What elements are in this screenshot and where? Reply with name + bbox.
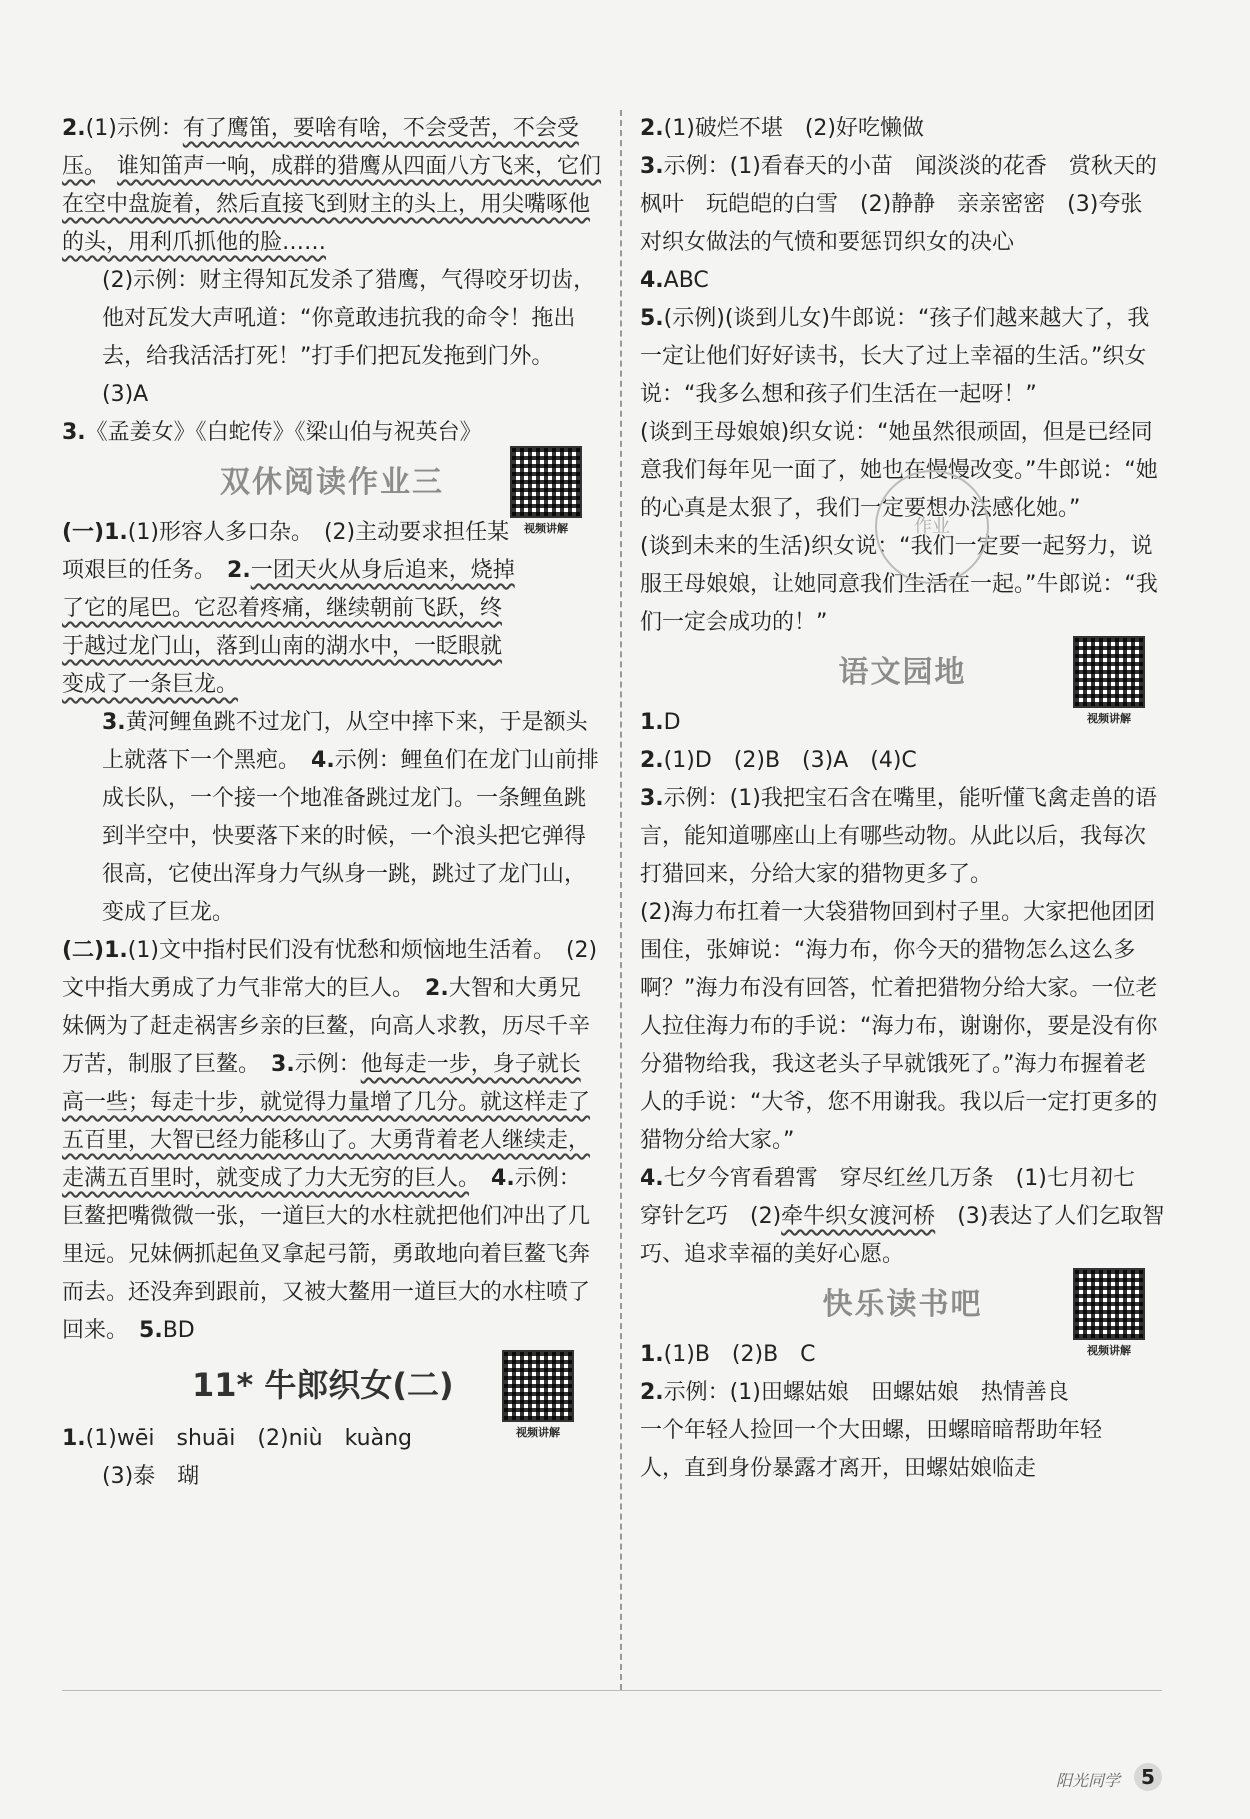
answer-2: 2.(1)示例：有了鹰笛，要啥有啥，不会受苦，不会受压。 谁知笛声一响，成群的猎鹰从四面八方飞来，它们在空中盘旋着，然后直接飞到财主的头上，用尖嘴啄他的头，用利爪抓他的脸……: [62, 116, 602, 255]
reading-part-1b: 3.黄河鲤鱼跳不过龙门，从空中摔下来，于是额头上就落下一个黑疤。 4.示例：鲤鱼们在龙门山前排成长队，一个接一个地准备跳过龙门。一条鲤鱼跳到半空中，快要落下来的时候，一个浪头把它弹得很高，它使出浑身力气纵身一跳，跳过了龙门山，变成了巨龙。: [102, 710, 599, 925]
answer-2-part2: (2)示例：财主得知瓦发杀了猎鹰，气得咬牙切齿，他对瓦发大声吼道：“你竟敢违抗我的命令！拖出去，给我活活打死！”打手们把瓦发拖到门外。 (3)A: [102, 268, 596, 407]
garden-3-b: (2)海力布扛着一大袋猎物回到村子里。大家把他团团围住，张婶说：“海力布，你今天的猎物怎么这么多啊？”海力布没有回答，忙着把猎物分给大家。一位老人拉住海力布的手说：“海力布，谢谢你，要是没有你分猎物给我，我这老头子早就饿死了。”海力布握着老人的手说：“大爷，您不用谢我。我以后一定打更多的猎物分给大家。”: [640, 900, 1158, 1153]
right-column: [640, 110, 1165, 1488]
video-qr-code[interactable]: 视频讲解: [1073, 1268, 1145, 1358]
answer-r5-c: (谈到未来的生活)织女说：“我们一定要一起努力，说服王母娘娘，让她同意我们生活在一起。”牛郎说：“我们一定会成功的！”: [640, 534, 1158, 635]
pinyin-answer: 1.(1)wēi shuāi (2)niù kuàng: [62, 1426, 412, 1451]
qr-icon: [1073, 636, 1145, 708]
brand-logo: 阳光同学: [1055, 1771, 1120, 1790]
reading-part-1: (一)1.(1)形容人多口杂。 (2)主动要求担任某项艰巨的任务。 2.一团天火从身后追来，烧掉了它的尾巴。它忍着疼痛，继续朝前飞跃，终于越过龙门山，落到山南的湖水中，一眨眼就变成了一条巨龙。: [62, 520, 515, 697]
garden-1: 1.D: [640, 710, 681, 735]
video-qr-code[interactable]: 视频讲解: [510, 446, 582, 536]
video-qr-code[interactable]: 视频讲解: [1073, 636, 1145, 726]
footer-line: [62, 1690, 1162, 1691]
qr-icon: [510, 446, 582, 518]
section-header: [62, 452, 602, 535]
section-title: 双休阅读作业三: [220, 465, 444, 500]
answer-r4: 4.ABC: [640, 268, 709, 293]
answer-3: 3.《孟姜女》《白蛇传》《梁山伯与祝英台》: [62, 420, 482, 445]
reading-club-1: 1.(1)B (2)B C: [640, 1342, 816, 1367]
reading-part-2: (二)1.(1)文中指村民们没有忧愁和烦恼地生活着。 (2)文中指大勇成了力气非常大的巨人。 2.大智和大勇兄妹俩为了赶走祸害乡亲的巨鳌，向高人求教，历尽千辛万苦，制服了巨鳌。 3.示例：他每走一步，身子就长高一些；每走十步，就觉得力量增了几分。就这样走了五百里，大智已经力能移山了。大勇背着老人继续走，走满五百里时，就变成了力大无穷的巨人。 4.示例：巨鳌把嘴微微一张，一道巨大的水柱就把他们冲出了几里远。兄妹俩抓起鱼叉拿起弓箭，勇敢地向着巨鳌飞奔而去。还没奔到跟前，又被大鳌用一道巨大的水柱喷了回来。 5.BD: [62, 938, 598, 1343]
answer-r3: 3.示例：(1)看春天的小苗 闻淡淡的花香 赏秋天的枫叶 玩皑皑的白雪 (2)静静 亲亲密密 (3)夸张 对织女做法的气愤和要惩罚织女的决心: [640, 154, 1165, 255]
qr-icon: [502, 1350, 574, 1422]
garden-3: 3.示例：(1)我把宝石含在嘴里，能听懂飞禽走兽的语言，能知道哪座山上有哪些动物。从此以后，我每次打猎回来，分给大家的猎物更多了。: [640, 786, 1157, 887]
section-title: 快乐读书吧: [822, 1287, 983, 1322]
answer-r5-b: (谈到王母娘娘)织女说：“她虽然很顽固，但是已经同意我们每年见一面了，她也在慢慢改变。”牛郎说：“她的心真是太狠了，我们一定要想办法感化她。”: [640, 420, 1158, 521]
section-title: 语文园地: [838, 655, 967, 690]
answer-r2: 2.(1)破烂不堪 (2)好吃懒做: [640, 116, 924, 141]
column-divider: [620, 110, 622, 1690]
video-qr-code[interactable]: 视频讲解: [502, 1350, 574, 1440]
page-number: 5: [1134, 1763, 1162, 1791]
pinyin-answer-3: (3)泰 瑚: [102, 1464, 200, 1489]
reading-club-2: 2.示例：(1)田螺姑娘 田螺姑娘 热情善良 一个年轻人捡回一个大田螺，田螺暗暗帮助年轻人，直到身份暴露才离开，田螺姑娘临走: [640, 1380, 1103, 1481]
qr-icon: [1073, 1268, 1145, 1340]
watermark-stamp: 作业: [875, 470, 989, 584]
garden-4: 4.七夕今宵看碧霄 穿尽红丝几万条 (1)七月初七 穿针乞巧 (2)牵牛织女渡河桥 (3)表达了人们乞取智巧、追求幸福的美好心愿。: [640, 1166, 1165, 1267]
lesson-title: 11* 牛郎织女(二): [192, 1366, 454, 1404]
garden-2: 2.(1)D (2)B (3)A (4)C: [640, 748, 917, 773]
left-column: [62, 110, 602, 1496]
answer-r5: 5.(示例)(谈到儿女)牛郎说：“孩子们越来越大了，我一定让他们好好读书，长大了过上幸福的生活。”织女说：“我多么想和孩子们生活在一起呀！”: [640, 306, 1150, 407]
